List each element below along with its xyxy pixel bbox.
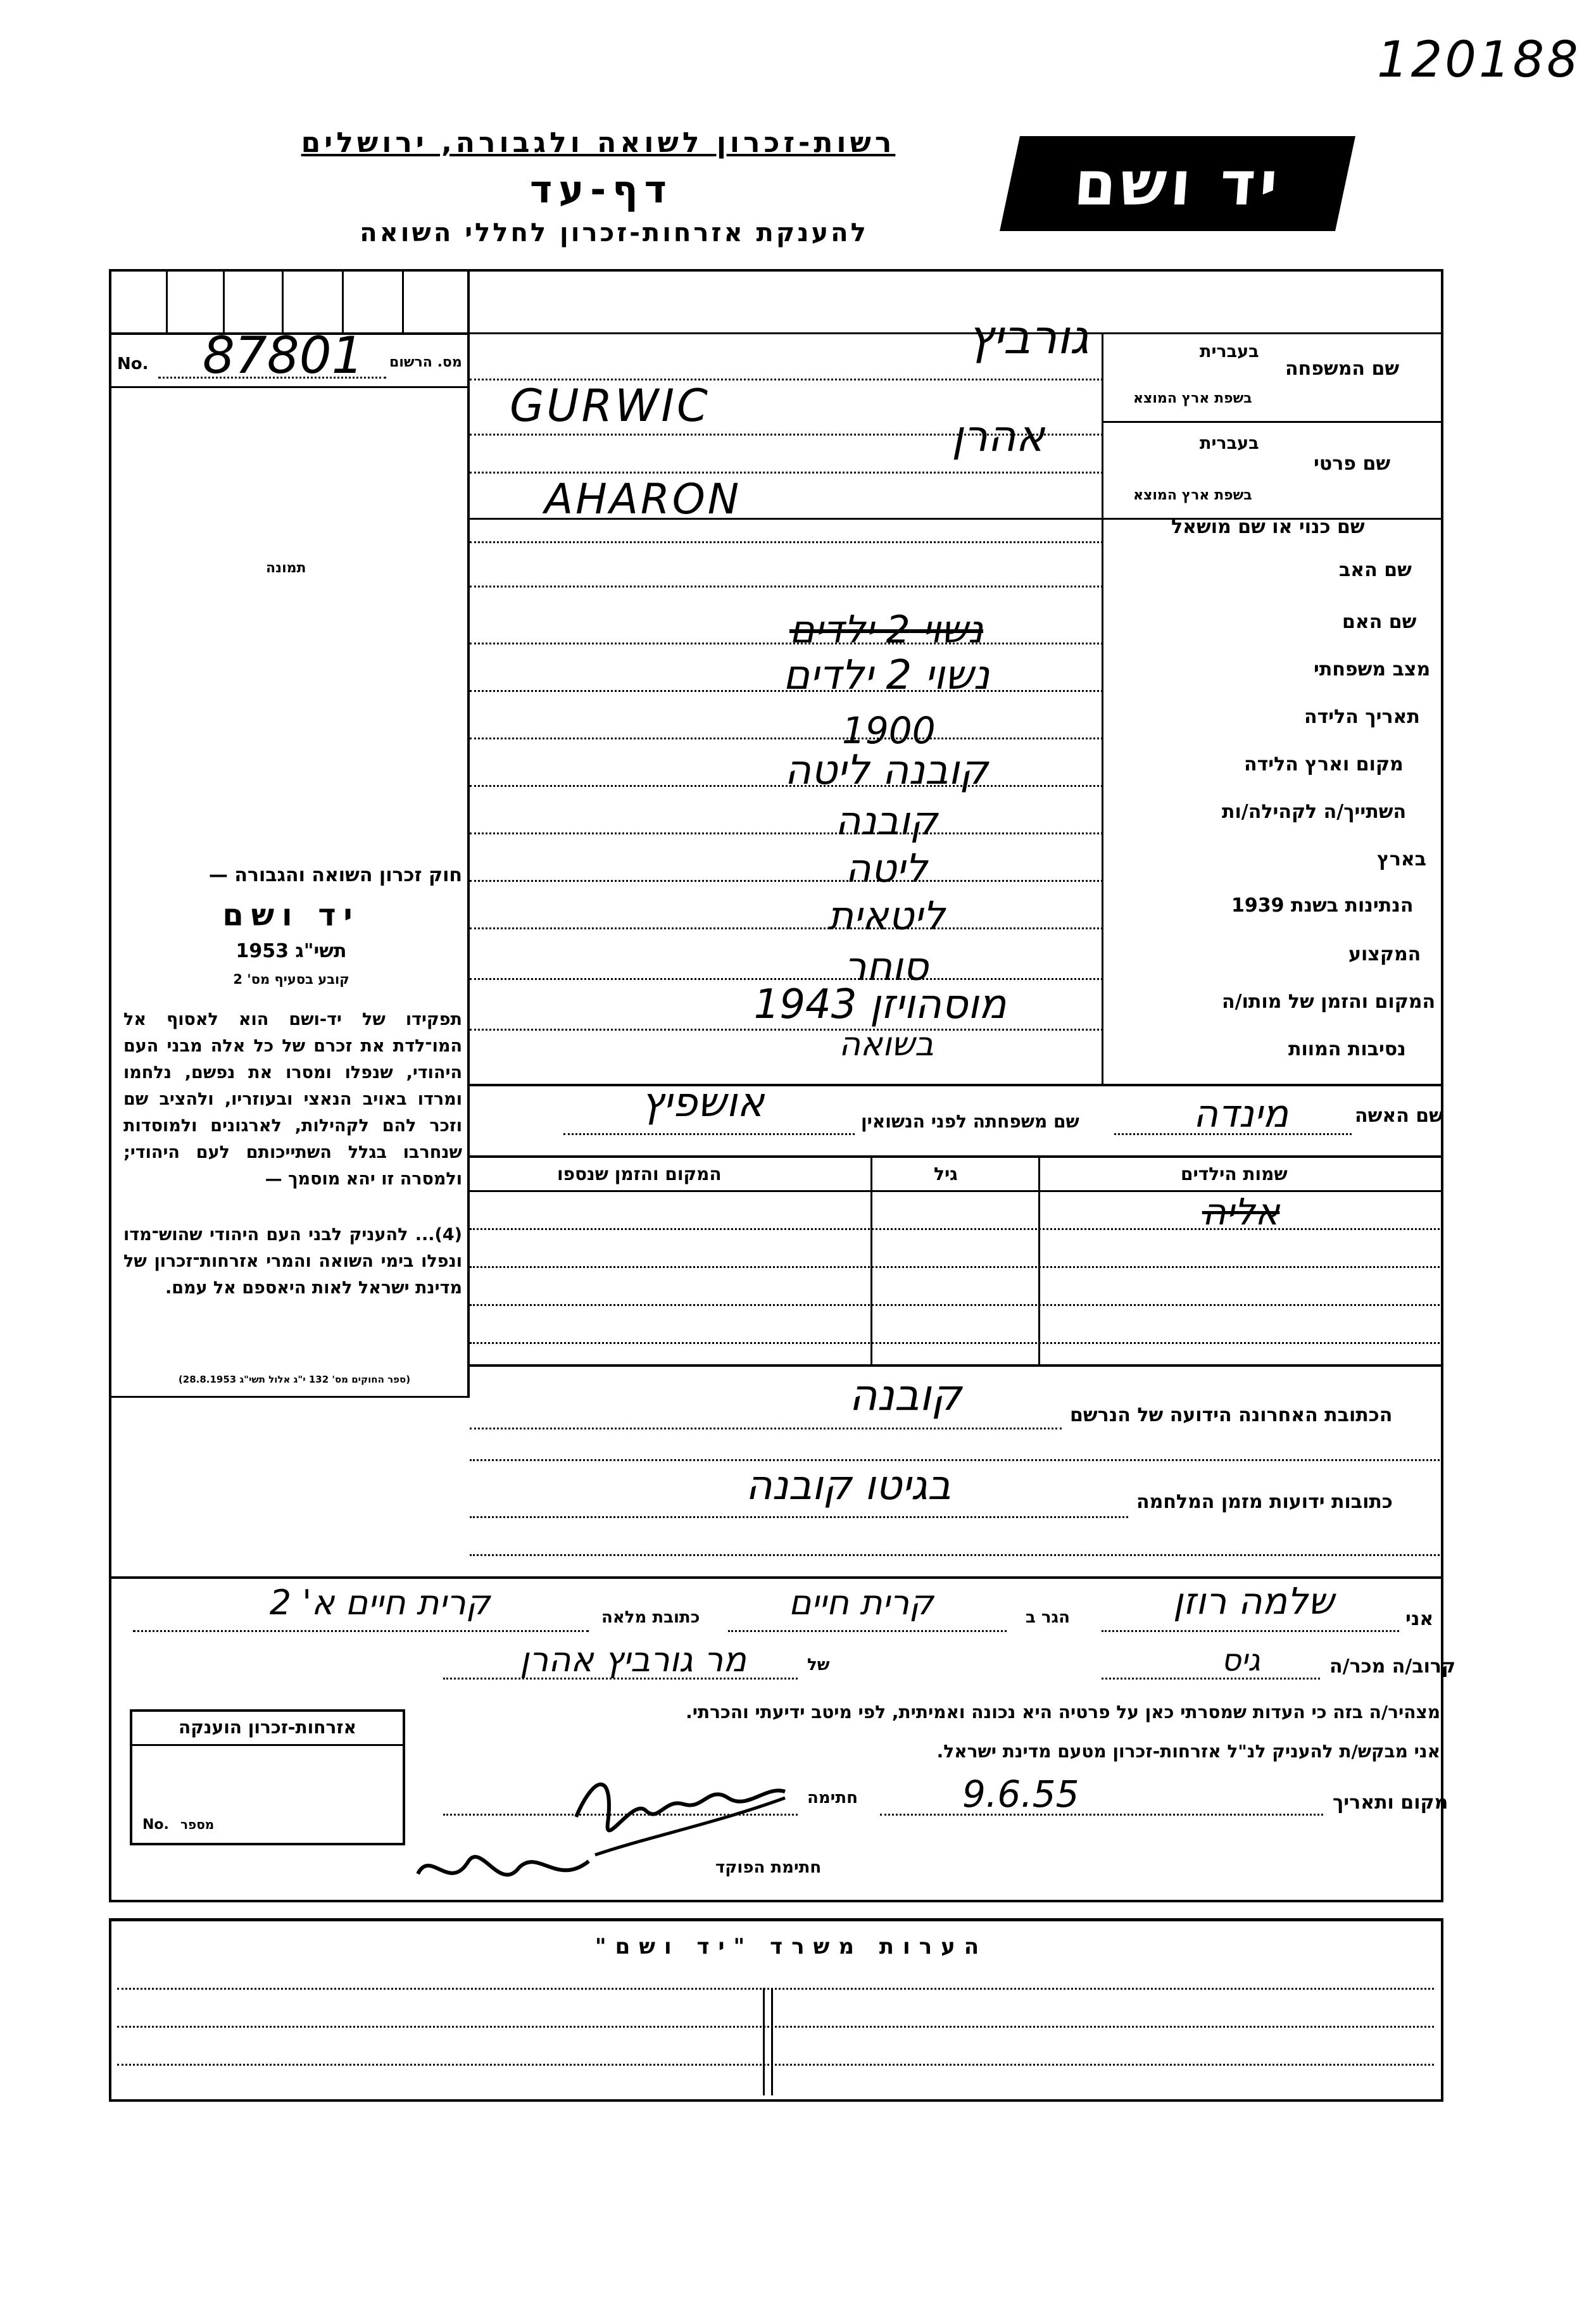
relation-label: קרוב/ה מכר/ה (1329, 1655, 1456, 1678)
last-address-value: קובנה (849, 1371, 962, 1421)
nationality-value: ליטאית (827, 893, 945, 939)
wife-maiden-label: שם משפחתה לפני הנשואין (861, 1111, 1079, 1132)
citizenship-box-title: אזרחות-זכרון הוענקה (179, 1717, 356, 1738)
registration-no-label: No. (117, 355, 149, 374)
birth-date-value: 1900 (842, 709, 936, 752)
signature-label: חתימה (807, 1788, 858, 1807)
law-year: תשי"ג 1953 (236, 940, 347, 962)
death-place-value: מוסהויזן 1943 (753, 981, 1007, 1028)
law-text-2: (4)... להעניק לבני העם היהודי שהוש־מדו ונפלו בימי השואה והמרי אזרחות־זכרון של מדינת ישראל לאות היאספם אל עמם. (123, 1225, 462, 1298)
birth-place-value: קובנה ליטה (784, 747, 988, 794)
law-text-1: תפקידו של יד-ושם הוא לאסוף אל המו־לדת את זכרם של כל אלה מבני העם היהודי, שנפלו ומסרו את נפשם, נלחמו ומרדו באויב הנאצי ובעוזריו, ולהציב שם וזכר להם לקהילות, לארגונים ולמוסדות שנחרבו בגלל השתייכותם לעם היהודי; ולמסרה זו יהא מוסמך — (123, 1010, 462, 1189)
country-label: בארץ (1377, 848, 1427, 870)
first-name-hebrew: אהרן (952, 411, 1045, 462)
community-value: קובנה (834, 798, 938, 844)
first-name-latin: AHARON (544, 475, 742, 524)
family-name-latin: GURWIC (510, 380, 710, 432)
death-place-label: המקום והזמן של מותו/ה (1222, 991, 1436, 1013)
first-name-label: שם פרטי (1314, 453, 1391, 475)
marital-label: מצב משפחתי (1314, 658, 1431, 681)
archive-number: 120188 (1377, 32, 1581, 89)
mother-value-struck: נשוי 2 ילדים (789, 608, 984, 652)
yad-vashem-logo (1000, 136, 1355, 231)
declarant-name: שלמה רוזן (1172, 1579, 1335, 1623)
birth-date-label: תאריך הלידה (1304, 706, 1420, 728)
authority-title: רשות-זכרון לשואה ולגבורה, ירושלים (301, 127, 896, 159)
relation-value: גיס (1221, 1643, 1260, 1678)
law-title: חוק זכרון השואה והגבורה — (208, 864, 462, 886)
children-place-header: המקום והזמן שנספו (557, 1164, 722, 1184)
death-circumstances-label: נסיבות המוות (1288, 1038, 1406, 1060)
family-name-origin-sublabel: בשפת ארץ המוצא (1133, 391, 1252, 406)
profession-value: סוחר (844, 943, 929, 989)
father-label: שם האב (1339, 559, 1412, 581)
children-names-header: שמות הילדים (1181, 1164, 1288, 1184)
statement-2: אני מבקש/ת להעניק לנ"ל אזרחות-זכרון מטעם מדינת ישראל. (936, 1741, 1440, 1762)
declarant-address-label: כתובת מלאה (601, 1608, 700, 1627)
first-name-origin-sublabel: בשפת ארץ המוצא (1133, 487, 1252, 503)
form-subtitle: להענקת אזרחות-זכרון לחללי השואה (360, 218, 869, 248)
declarant-resides-label: הגר ב (1026, 1608, 1071, 1627)
war-address-value: בגיטו קובנה (745, 1462, 952, 1509)
marital-value: נשוי 2 ילדים (782, 652, 990, 699)
place-date-label: מקום ותאריך (1333, 1792, 1448, 1814)
law-name: יד ושם (222, 898, 360, 933)
mother-label: שם האם (1342, 611, 1417, 633)
declarant-ani-label: אני (1405, 1608, 1434, 1630)
law-citation: (ספר החוקים מס' 132 י"ג אלול תשי"ג 28.8.1953) (178, 1374, 411, 1385)
wife-label: שם האשה (1355, 1105, 1443, 1127)
form-title: דף-עד (530, 168, 673, 212)
nickname-label: שם כנוי או שם מושאל (1171, 516, 1365, 538)
citizenship-box-no: No. (142, 1817, 169, 1833)
children-age-header: גיל (934, 1164, 958, 1184)
remarks-frame (109, 1918, 1443, 2102)
photo-label: תמונה (266, 560, 306, 576)
wife-maiden-value: אושפיץ (641, 1079, 765, 1126)
citizenship-box-number-label: מספר (180, 1817, 215, 1832)
registration-label: מס. הרשום (389, 355, 462, 370)
profession-label: המקצוע (1348, 943, 1421, 965)
child-name-1: אליה (1202, 1190, 1280, 1233)
last-address-label: הכתובת האחרונה הידועה של הנרשם (1070, 1404, 1393, 1426)
family-name-label: שם המשפחה (1285, 358, 1400, 380)
officer-signature-label: חתימת הפוקד (715, 1858, 822, 1877)
logo-text: יד ושם (1071, 148, 1284, 219)
family-name-hebrew-sublabel: בעברית (1200, 342, 1259, 361)
officer-signature (405, 1836, 608, 1906)
war-address-label: כתובות ידועות מזמן המלחמה (1136, 1491, 1393, 1513)
first-name-hebrew-sublabel: בעברית (1200, 434, 1259, 453)
family-name-hebrew: גורביץ (967, 310, 1089, 365)
remarks-title: הערות משרד "יד ושם" (594, 1934, 988, 1959)
relation-of-label: של (807, 1655, 830, 1674)
declaration-date: 9.6.55 (962, 1773, 1079, 1816)
community-label: השתייך/ה לקהילה/ות (1222, 801, 1407, 823)
nationality-label: הנתינות בשנת 1939 (1231, 895, 1414, 917)
registration-number: 87801 (203, 326, 364, 385)
declarant-address: קרית חיים א' 2 (269, 1583, 491, 1623)
death-circumstances-value: בשואה (839, 1026, 934, 1064)
law-clause: קובע בסעיף מס' 2 (233, 972, 349, 987)
relation-of-value: מר גורביץ אהרן (520, 1640, 746, 1680)
birth-place-label: מקום וארץ הלידה (1244, 753, 1404, 775)
declarant-resides: קרית חיים (788, 1583, 934, 1623)
wife-value: מינדה (1193, 1092, 1289, 1136)
statement-1: מצהיר/ה בזה כי העדות שמסרתי כאן על פרטיה היא נכונה ואמיתית, לפי מיטב ידיעתי והכרתי. (686, 1702, 1440, 1723)
country-value: ליטה (845, 845, 927, 891)
